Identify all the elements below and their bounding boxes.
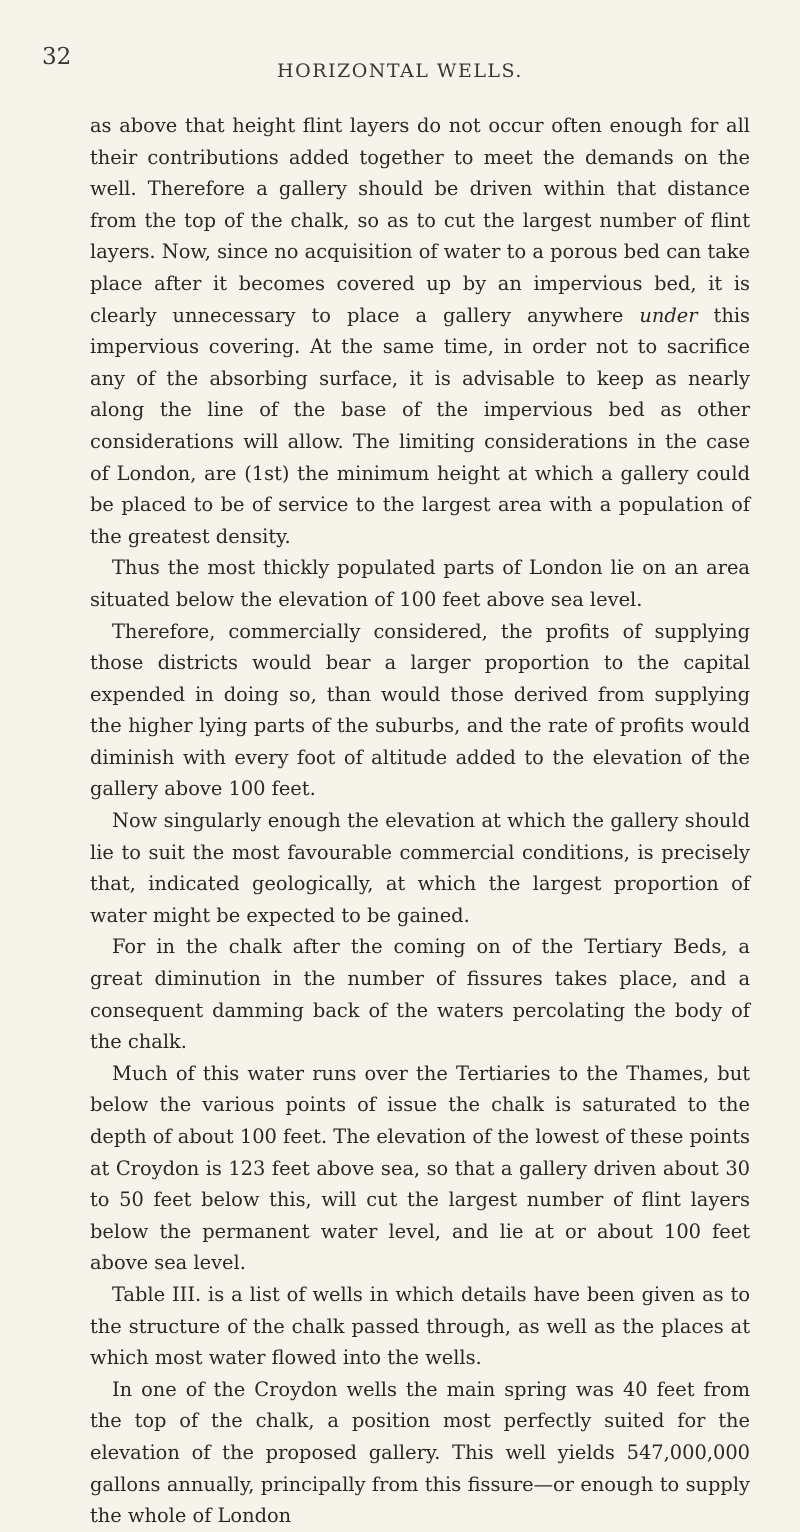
paragraph-1 [90,110,750,552]
paragraph-7: Table III. is a list of wells in which details have been given as to the structure of the chalk passed through, as well as the places at which most water flowed into the wells. [90,1282,750,1370]
paragraph-1-part-b: this impervious covering. At the same time, in order not to sacrifice any of the absorbing surface, it is advisable to keep as nearly along the line of the base of the impervious bed as other considerations will allow. The limiting considerations in the case of London, are (1st) the minimum height at which a gallery could be placed to be of service to the largest area with a population of the greatest density. [90,303,750,548]
page-number: 32 [42,44,72,70]
paragraph-6: Much of this water runs over the Tertiaries to the Thames, but below the various points of issue the chalk is saturated to the depth of about 100 feet. The elevation of the lowest of these points at Croydon is 123 feet above sea, so that a gallery driven about 30 to 50 feet below this, will cut the largest number of flint layers below the permanent water level, and lie at or about 100 feet above sea level. [90,1061,750,1275]
paragraph-8: In one of the Croydon wells the main spring was 40 feet from the top of the chalk, a position most perfectly suited for the elevation of the proposed gallery. This well yields 547,000,000 gallons annually, principally from this fissure—or enough to supply the whole of London [90,1377,750,1528]
running-head: HORIZONTAL WELLS. [277,60,523,82]
paragraph-5: For in the chalk after the coming on of the Tertiary Beds, a great diminution in the number of fissures takes place, and a consequent damming back of the waters percolating the body of the chalk. [90,935,750,1054]
paragraph-3: Therefore, commercially considered, the profits of supplying those districts would bear a larger proportion to the capital expended in doing so, than would those derived from supplying the higher lying parts of the suburbs, and the rate of profits would diminish with every foot of altitude added to the elevation of the gallery above 100 feet. [90,619,750,801]
paragraph-1-part-a: as above that height flint layers do not occur often enough for all their contributions added together to meet the demands on the well. Therefore a gallery should be driven within that distance from the top of the chalk, so as to cut the largest number of flint layers. Now, since no acquisition of water to a porous bed can take place after it becomes covered up by an impervious bed, it is clearly unnecessary to place a gallery anywhere [90,114,750,327]
paragraph-2: Thus the most thickly populated parts of London lie on an area situated below the elevation of 100 feet above sea level. [90,556,750,611]
body-text [90,110,750,1532]
paragraph-4: Now singularly enough the elevation at which the gallery should lie to suit the most favourable commercial conditions, is precisely that, indicated geologically, at which the largest proportion of water might be expected to be gained. [90,809,750,927]
emphasis-under: under [639,303,698,327]
